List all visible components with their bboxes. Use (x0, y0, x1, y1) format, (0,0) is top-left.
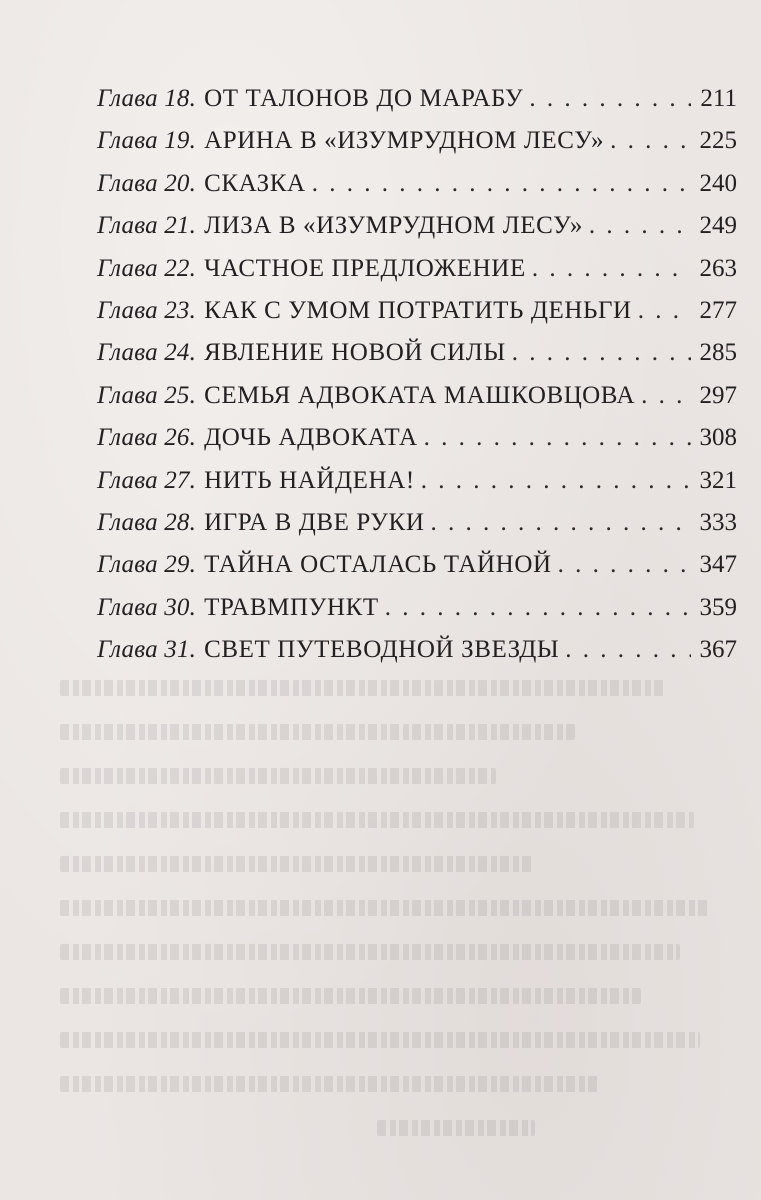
dot-leader (638, 290, 691, 332)
chapter-label: Глава 20. (97, 169, 197, 197)
toc-entry-chapter-27 (97, 460, 737, 502)
dot-leader (312, 163, 691, 205)
chapter-label: Глава 27. (97, 466, 197, 494)
toc-entry-chapter-21 (97, 205, 737, 247)
dot-leader (529, 78, 691, 120)
chapter-title: ТРАВМПУНКТ (204, 593, 379, 621)
toc-entry-chapter-24 (97, 332, 737, 374)
page-number: 277 (699, 296, 737, 324)
dot-leader (565, 629, 691, 671)
toc-entry-chapter-19 (97, 120, 737, 162)
chapter-title: НИТЬ НАЙДЕНА! (204, 466, 415, 494)
chapter-label: Глава 22. (97, 254, 197, 282)
dot-leader (532, 248, 691, 290)
page-number: 359 (699, 593, 737, 621)
dot-leader (641, 375, 691, 417)
toc-entry-chapter-31 (97, 629, 737, 671)
toc-entry-chapter-26 (97, 417, 737, 459)
dot-leader (610, 120, 691, 162)
dot-leader (430, 502, 691, 544)
chapter-title: ЧАСТНОЕ ПРЕДЛОЖЕНИЕ (204, 254, 526, 282)
chapter-label: Глава 23. (97, 296, 197, 324)
chapter-label: Глава 21. (97, 212, 197, 240)
dot-leader (558, 544, 691, 586)
chapter-title: ОТ ТАЛОНОВ ДО МАРАБУ (204, 85, 524, 112)
page-number: 263 (699, 254, 737, 282)
chapter-title: СВЕТ ПУТЕВОДНОЙ ЗВЕЗДЫ (204, 636, 560, 664)
page-number: 333 (699, 508, 737, 536)
toc-entry-chapter-28 (97, 502, 737, 544)
chapter-label: Глава 26. (97, 424, 197, 452)
chapter-title: ДОЧЬ АДВОКАТА (204, 424, 418, 452)
chapter-title: СКАЗКА (204, 169, 306, 197)
chapter-title: ИГРА В ДВЕ РУКИ (204, 508, 425, 536)
chapter-label: Глава 30. (97, 593, 197, 621)
toc-entry-chapter-18 (97, 78, 737, 120)
toc-entry-chapter-20 (97, 163, 737, 205)
chapter-title: АРИНА В «ИЗУМРУДНОМ ЛЕСУ» (204, 127, 605, 155)
dot-leader (424, 417, 691, 459)
page-number: 297 (699, 381, 737, 409)
page-number: 285 (699, 339, 737, 367)
chapter-label: Глава 18. (97, 85, 197, 112)
chapter-label: Глава 25. (97, 381, 197, 409)
chapter-label: Глава 28. (97, 508, 197, 536)
table-of-contents (97, 78, 737, 671)
page-number: 321 (699, 466, 737, 494)
chapter-label: Глава 24. (97, 339, 197, 367)
page-number: 249 (699, 212, 737, 240)
toc-entry-chapter-25 (97, 375, 737, 417)
toc-entry-chapter-22 (97, 248, 737, 290)
chapter-label: Глава 31. (97, 636, 197, 664)
page-number: 367 (699, 636, 737, 664)
chapter-title: ТАЙНА ОСТАЛАСЬ ТАЙНОЙ (204, 551, 552, 579)
chapter-title: ЛИЗА В «ИЗУМРУДНОМ ЛЕСУ» (204, 212, 583, 240)
chapter-label: Глава 29. (97, 551, 197, 579)
chapter-title: СЕМЬЯ АДВОКАТА МАШКОВЦОВА (204, 381, 636, 409)
toc-entry-chapter-23 (97, 290, 737, 332)
dot-leader (512, 332, 691, 374)
chapter-title: ЯВЛЕНИЕ НОВОЙ СИЛЫ (204, 339, 506, 367)
dot-leader (421, 460, 691, 502)
show-through-background (60, 680, 720, 1180)
page-number: 347 (699, 551, 737, 579)
dot-leader (589, 205, 691, 247)
toc-entry-chapter-30 (97, 587, 737, 629)
chapter-title: КАК С УМОМ ПОТРАТИТЬ ДЕНЬГИ (204, 296, 632, 324)
chapter-label: Глава 19. (97, 127, 197, 155)
page-number: 240 (699, 169, 737, 197)
page-number: 308 (699, 424, 737, 452)
toc-entry-chapter-29 (97, 544, 737, 586)
page-number: 211 (700, 85, 737, 112)
page-number: 225 (699, 127, 737, 155)
dot-leader (385, 587, 691, 629)
